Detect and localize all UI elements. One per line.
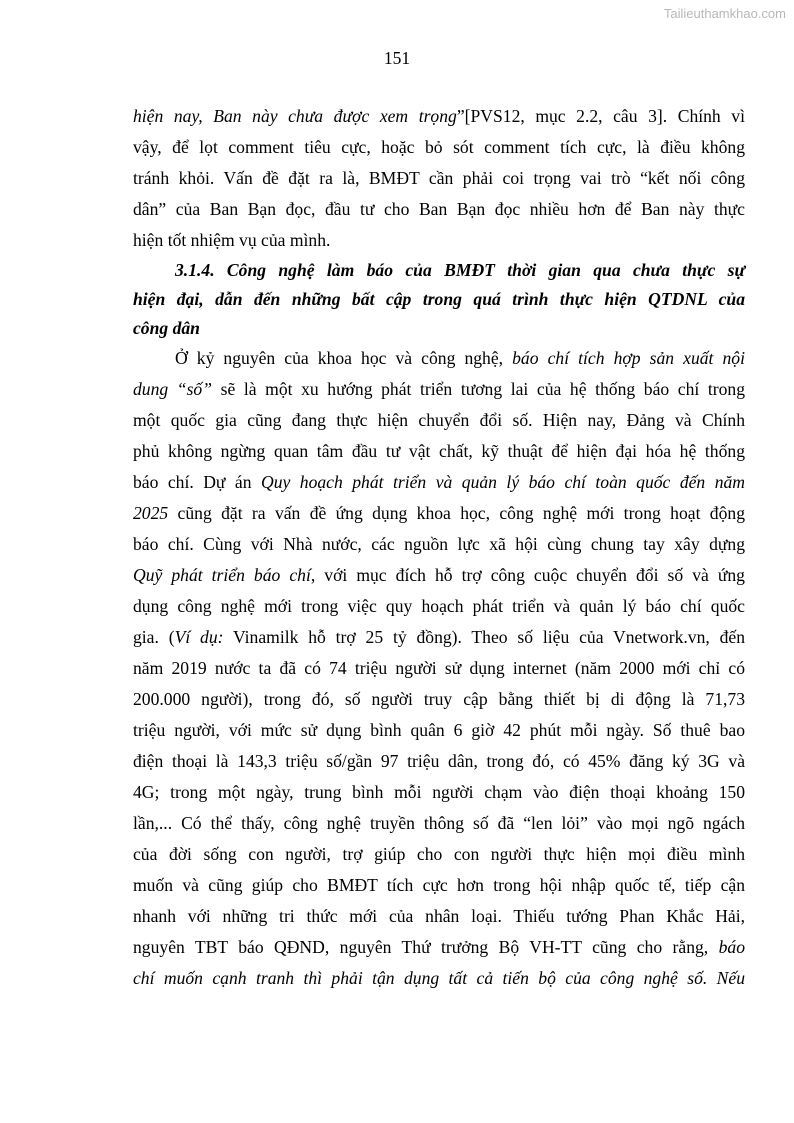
- watermark: Tailieuthamkhao.com: [663, 6, 786, 21]
- text-line: [133, 963, 745, 994]
- text: phủ không ngừng quan tâm đầu tư vật chất, kỹ thuật để hiện đại hóa hệ thống: [133, 441, 745, 461]
- text: 3.1.4. Công nghệ làm báo của BMĐT thời gian qua chưa thực sự: [175, 260, 745, 280]
- text-line: [133, 746, 745, 777]
- text-line: [133, 653, 745, 684]
- text: Ở kỷ nguyên của khoa học và công nghệ,: [175, 348, 513, 368]
- document-body: [133, 101, 745, 994]
- italic-text: hiện nay, Ban này chưa được xem trọng: [133, 106, 457, 126]
- text-line: [133, 101, 745, 132]
- text: công dân: [133, 318, 200, 338]
- text: báo chí. Dự án: [133, 472, 262, 492]
- text: dân” của Ban Bạn đọc, đầu tư cho Ban Bạn đọc nhiều hơn để Ban này thực: [133, 199, 745, 219]
- text: Vinamilk hỗ trợ 25 tỷ đồng). Theo số liệu của Vnetwork.vn, đến: [223, 627, 745, 647]
- text-line: [133, 932, 745, 963]
- text-line: [133, 901, 745, 932]
- text: sẽ là một xu hướng phát triển tương lai của hệ thống báo chí trong: [212, 379, 745, 399]
- text: điện thoại là 143,3 triệu số/gần 97 triệu dân, trong đó, có 45% đăng ký 3G và: [133, 751, 745, 771]
- text-line: [133, 285, 745, 314]
- text-line: [133, 314, 745, 343]
- text: năm 2019 nước ta đã có 74 triệu người sử dụng internet (năm 2000 mới chỉ có: [133, 658, 745, 678]
- text: gia. (: [133, 627, 175, 647]
- text: một quốc gia cũng đang thực hiện chuyển đổi số. Hiện nay, Đảng và Chính: [133, 410, 745, 430]
- text-line: [133, 132, 745, 163]
- text: ”[PVS12, mục 2.2, câu 3]. Chính vì: [456, 106, 745, 126]
- text-line: [133, 529, 745, 560]
- text: triệu người, với mức sử dụng bình quân 6 giờ 42 phút mỗi ngày. Số thuê bao: [133, 720, 745, 740]
- text: hiện đại, dẫn đến những bất cập trong quá trình thực hiện QTDNL của: [133, 289, 745, 309]
- text: 4G; trong một ngày, trung bình mỗi người chạm vào điện thoại khoảng 150: [133, 782, 745, 802]
- text-line: [133, 684, 745, 715]
- text-line: [133, 467, 745, 498]
- text: 200.000 người), trong đó, số người truy cập bằng thiết bị di động là 71,73: [133, 689, 745, 709]
- text-line: [133, 808, 745, 839]
- text-line: [133, 374, 745, 405]
- text-line: [133, 777, 745, 808]
- text-line: [133, 498, 745, 529]
- italic-text: báo chí tích hợp sản xuất nội: [512, 348, 745, 368]
- text-line: [133, 225, 745, 256]
- text: dụng công nghệ mới trong việc quy hoạch phát triển và quản lý báo chí quốc: [133, 596, 745, 616]
- text: nguyên TBT báo QĐND, nguyên Thứ trưởng Bộ VH-TT cũng cho rằng,: [133, 937, 719, 957]
- text-line: [133, 715, 745, 746]
- text-line: [133, 194, 745, 225]
- text: lần,... Có thể thấy, công nghệ truyền thông số đã “len lỏi” vào mọi ngõ ngách: [133, 813, 745, 833]
- section-heading: [133, 256, 745, 343]
- italic-text: Quỹ phát triển báo chí: [133, 565, 311, 585]
- italic-text: Ví dụ:: [174, 627, 224, 647]
- paragraph: [133, 343, 745, 994]
- text: , với mục đích hỗ trợ công cuộc chuyển đổi số và ứng: [310, 565, 745, 585]
- text: vậy, để lọt comment tiêu cực, hoặc bỏ sót comment tích cực, là điều không: [133, 137, 745, 157]
- paragraph: [133, 101, 745, 256]
- text-line: [133, 436, 745, 467]
- text-line: [133, 405, 745, 436]
- text: nhanh với những tri thức mới của nhân loại. Thiếu tướng Phan Khắc Hải,: [133, 906, 745, 926]
- text-line: [133, 256, 745, 285]
- text-line: [133, 343, 745, 374]
- italic-text: Quy hoạch phát triển và quản lý báo chí toàn quốc đến năm: [261, 472, 745, 492]
- text-line: [133, 839, 745, 870]
- text-line: [133, 560, 745, 591]
- text: hiện tốt nhiệm vụ của mình.: [133, 230, 331, 250]
- text: cũng đặt ra vấn đề ứng dụng khoa học, công nghệ mới trong hoạt động: [168, 503, 745, 523]
- text: báo chí. Cùng với Nhà nước, các nguồn lực xã hội cùng chung tay xây dựng: [133, 534, 745, 554]
- italic-text: 2025: [133, 503, 169, 523]
- italic-text: dung “số”: [133, 379, 212, 399]
- text: muốn và cũng giúp cho BMĐT tích cực hơn trong hội nhập quốc tế, tiếp cận: [133, 875, 745, 895]
- text-line: [133, 163, 745, 194]
- text-line: [133, 870, 745, 901]
- text: tránh khỏi. Vấn đề đặt ra là, BMĐT cần phải coi trọng vai trò “kết nối công: [133, 168, 745, 188]
- italic-text: chí muốn cạnh tranh thì phải tận dụng tất cả tiến bộ của công nghệ số. Nếu: [133, 968, 745, 988]
- text-line: [133, 591, 745, 622]
- text-line: [133, 622, 745, 653]
- page-number: 151: [383, 48, 411, 68]
- text: của đời sống con người, trợ giúp cho con người thực hiện mọi điều mình: [133, 844, 745, 864]
- italic-text: báo: [718, 937, 745, 957]
